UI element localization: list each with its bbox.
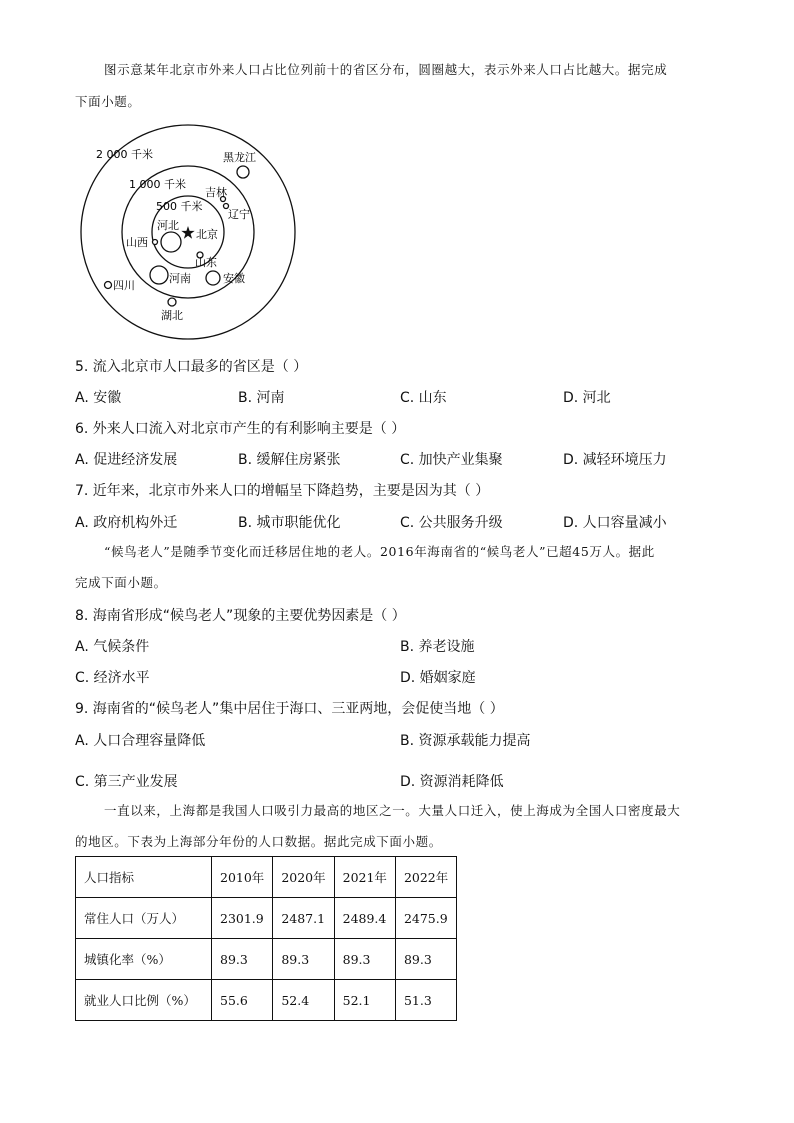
table-cell: 就业人口比例（%）	[76, 980, 212, 1021]
table-cell: 89.3	[212, 939, 273, 980]
label-shandong: 山东	[195, 256, 217, 269]
table-cell: 2475.9	[395, 898, 456, 939]
table-cell: 2487.1	[273, 898, 334, 939]
table-cell: 2301.9	[212, 898, 273, 939]
label-anhui: 安徽	[223, 272, 245, 285]
beijing-label: 北京	[196, 228, 218, 241]
intro-paragraph-3-line-1: 一直以来，上海都是我国人口吸引力最高的地区之一。大量人口迁入，使上海成为全国人口密度最大	[104, 803, 681, 818]
label-liaoning: 辽宁	[228, 208, 250, 221]
label-henan: 河南	[169, 272, 191, 285]
table-cell: 55.6	[212, 980, 273, 1021]
question-6-option-d[interactable]: D. 减轻环境压力	[563, 452, 667, 468]
table-cell: 常住人口（万人）	[76, 898, 212, 939]
shanghai-population-table	[75, 856, 457, 1021]
marker-shanxi	[153, 240, 158, 245]
table-header-cell: 2010年	[212, 857, 273, 898]
question-5-option-b[interactable]: B. 河南	[238, 390, 285, 406]
table-cell: 89.3	[395, 939, 456, 980]
question-9-option-b[interactable]: B. 资源承载能力提高	[400, 733, 531, 749]
table-header-row	[76, 857, 457, 898]
marker-henan	[150, 266, 168, 284]
beijing-star-icon	[181, 226, 194, 239]
question-6-option-c[interactable]: C. 加快产业集聚	[400, 452, 503, 468]
marker-sichuan	[105, 282, 112, 289]
table-header-cell: 2022年	[395, 857, 456, 898]
ring-label-2000km: 2 000 千米	[96, 148, 153, 161]
question-9-option-c[interactable]: C. 第三产业发展	[75, 774, 178, 790]
table-cell: 51.3	[395, 980, 456, 1021]
table-cell: 52.4	[273, 980, 334, 1021]
question-5-stem: 5. 流入北京市人口最多的省区是（ ）	[75, 359, 308, 375]
question-8-option-d[interactable]: D. 婚姻家庭	[400, 670, 476, 686]
ring-label-1000km: 1 000 千米	[129, 178, 186, 191]
question-8-option-c[interactable]: C. 经济水平	[75, 670, 150, 686]
question-7-option-c[interactable]: C. 公共服务升级	[400, 515, 503, 531]
question-6-option-b[interactable]: B. 缓解住房紧张	[238, 452, 341, 468]
question-8-stem: 8. 海南省形成“候鸟老人”现象的主要优势因素是（ ）	[75, 608, 406, 624]
intro-paragraph-1-line-2: 下面小题。	[75, 94, 141, 109]
intro-paragraph-3-line-2: 的地区。下表为上海部分年份的人口数据。据此完成下面小题。	[75, 834, 442, 849]
table-cell: 89.3	[273, 939, 334, 980]
table-row	[76, 939, 457, 980]
question-7-option-b[interactable]: B. 城市职能优化	[238, 515, 341, 531]
question-6-option-a[interactable]: A. 促进经济发展	[75, 452, 178, 468]
beijing-migrant-population-map	[75, 122, 305, 340]
question-9-option-a[interactable]: A. 人口合理容量降低	[75, 733, 206, 749]
question-9-stem: 9. 海南省的“候鸟老人”集中居住于海口、三亚两地，会促使当地（ ）	[75, 701, 504, 717]
table-cell: 52.1	[334, 980, 395, 1021]
marker-anhui	[206, 271, 220, 285]
label-jilin: 吉林	[205, 186, 227, 199]
marker-hubei	[168, 298, 176, 306]
intro-paragraph-2-line-2: 完成下面小题。	[75, 575, 167, 590]
table-header-cell: 人口指标	[76, 857, 212, 898]
label-heilongjiang: 黑龙江	[223, 151, 256, 164]
question-8-option-b[interactable]: B. 养老设施	[400, 639, 475, 655]
table-header-cell: 2021年	[334, 857, 395, 898]
question-5-option-c[interactable]: C. 山东	[400, 390, 447, 406]
ring-label-500km: 500 千米	[156, 200, 203, 213]
table-row	[76, 980, 457, 1021]
label-hubei: 湖北	[161, 309, 183, 322]
question-7-stem: 7. 近年来，北京市外来人口的增幅呈下降趋势，主要是因为其（ ）	[75, 483, 490, 499]
label-sichuan: 四川	[113, 279, 135, 292]
intro-paragraph-2-line-1: “候鸟老人”是随季节变化而迁移居住地的老人。2016年海南省的“候鸟老人”已超45万人。据此	[104, 544, 655, 559]
label-hebei: 河北	[157, 219, 179, 232]
table-cell: 2489.4	[334, 898, 395, 939]
table-cell: 城镇化率（%）	[76, 939, 212, 980]
table-row	[76, 898, 457, 939]
question-6-stem: 6. 外来人口流入对北京市产生的有利影响主要是（ ）	[75, 421, 406, 437]
question-7-option-d[interactable]: D. 人口容量减小	[563, 515, 667, 531]
marker-hebei	[161, 232, 181, 252]
question-5-option-d[interactable]: D. 河北	[563, 390, 611, 406]
question-5-option-a[interactable]: A. 安徽	[75, 390, 122, 406]
label-shanxi: 山西	[126, 236, 148, 249]
question-9-option-d[interactable]: D. 资源消耗降低	[400, 774, 504, 790]
table-cell: 89.3	[334, 939, 395, 980]
marker-heilongjiang	[237, 166, 249, 178]
intro-paragraph-1-line-1: 图示意某年北京市外来人口占比位列前十的省区分布，圆圈越大，表示外来人口占比越大。据完成	[104, 62, 668, 77]
question-8-option-a[interactable]: A. 气候条件	[75, 639, 150, 655]
question-7-option-a[interactable]: A. 政府机构外迁	[75, 515, 178, 531]
table-header-cell: 2020年	[273, 857, 334, 898]
